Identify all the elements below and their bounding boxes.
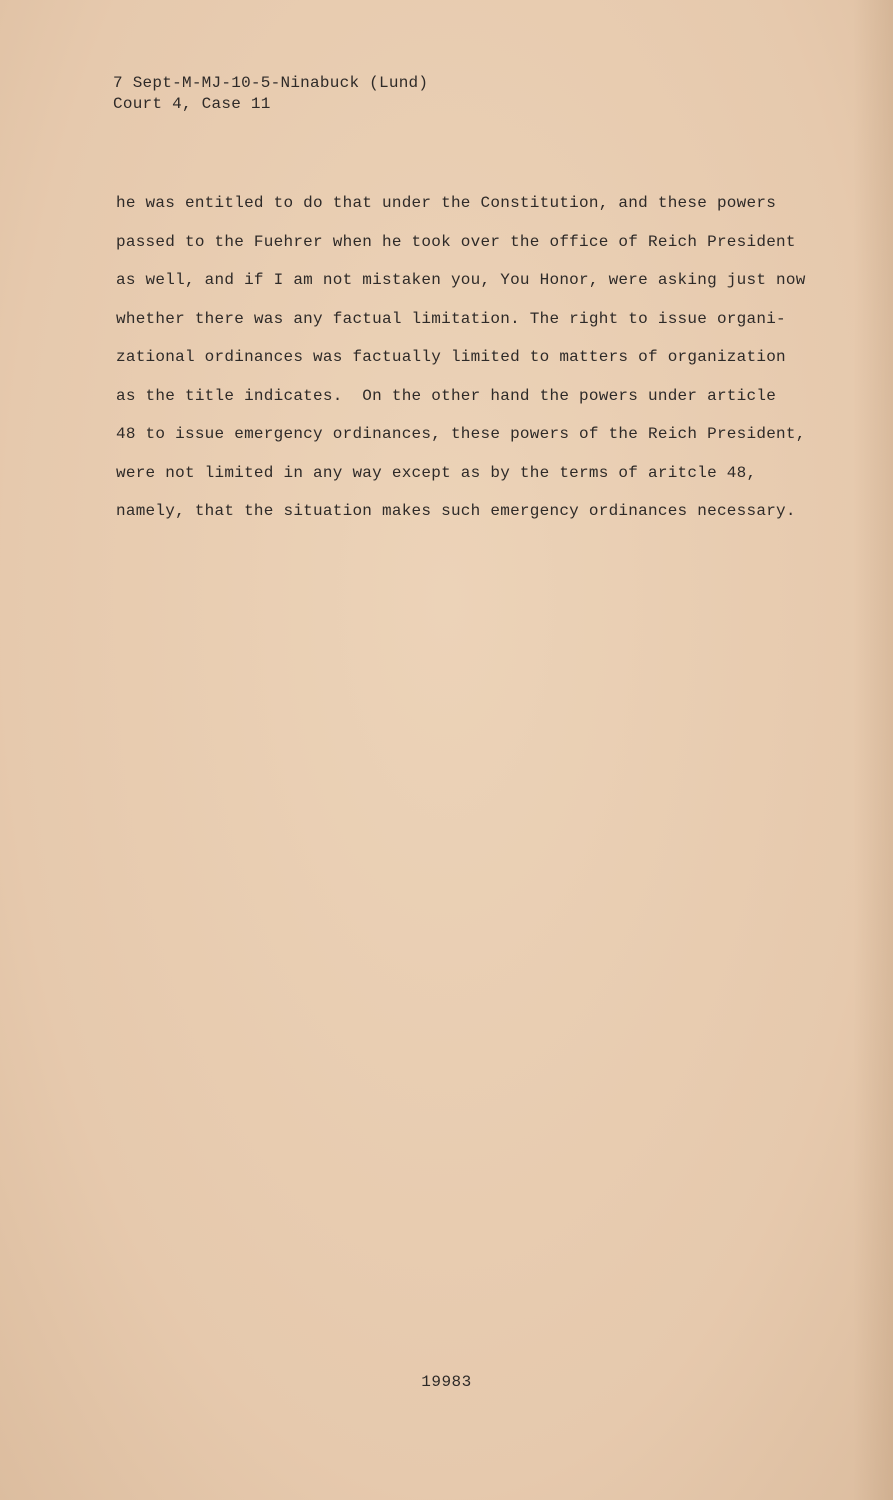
header-court-case: Court 4, Case 11 bbox=[113, 95, 271, 113]
transcript-line: whether there was any factual limitation. The right to issue organi- bbox=[116, 309, 786, 328]
transcript-line: zational ordinances was factually limited to matters of organization bbox=[116, 348, 786, 366]
transcript-line: passed to the Fuehrer when he took over the office of Reich President bbox=[116, 232, 796, 251]
page-number: 19983 bbox=[421, 1373, 472, 1391]
transcript-line: as the title indicates. On the other hand the powers under article bbox=[116, 386, 777, 405]
header-session-id: 7 Sept-M-MJ-10-5-Ninabuck (Lund) bbox=[113, 74, 429, 92]
transcript-body bbox=[116, 184, 806, 531]
page-edge-shadow bbox=[853, 0, 893, 1500]
document-header bbox=[113, 73, 428, 115]
transcript-line: 48 to issue emergency ordinances, these powers of the Reich President, bbox=[116, 425, 806, 443]
transcript-line: he was entitled to do that under the Constitution, and these powers bbox=[116, 194, 777, 212]
transcript-line: were not limited in any way except as by the terms of aritcle 48, bbox=[116, 463, 757, 482]
transcript-line: as well, and if I am not mistaken you, You Honor, were asking just now bbox=[116, 271, 806, 289]
transcript-line: namely, that the situation makes such emergency ordinances necessary. bbox=[116, 502, 796, 520]
